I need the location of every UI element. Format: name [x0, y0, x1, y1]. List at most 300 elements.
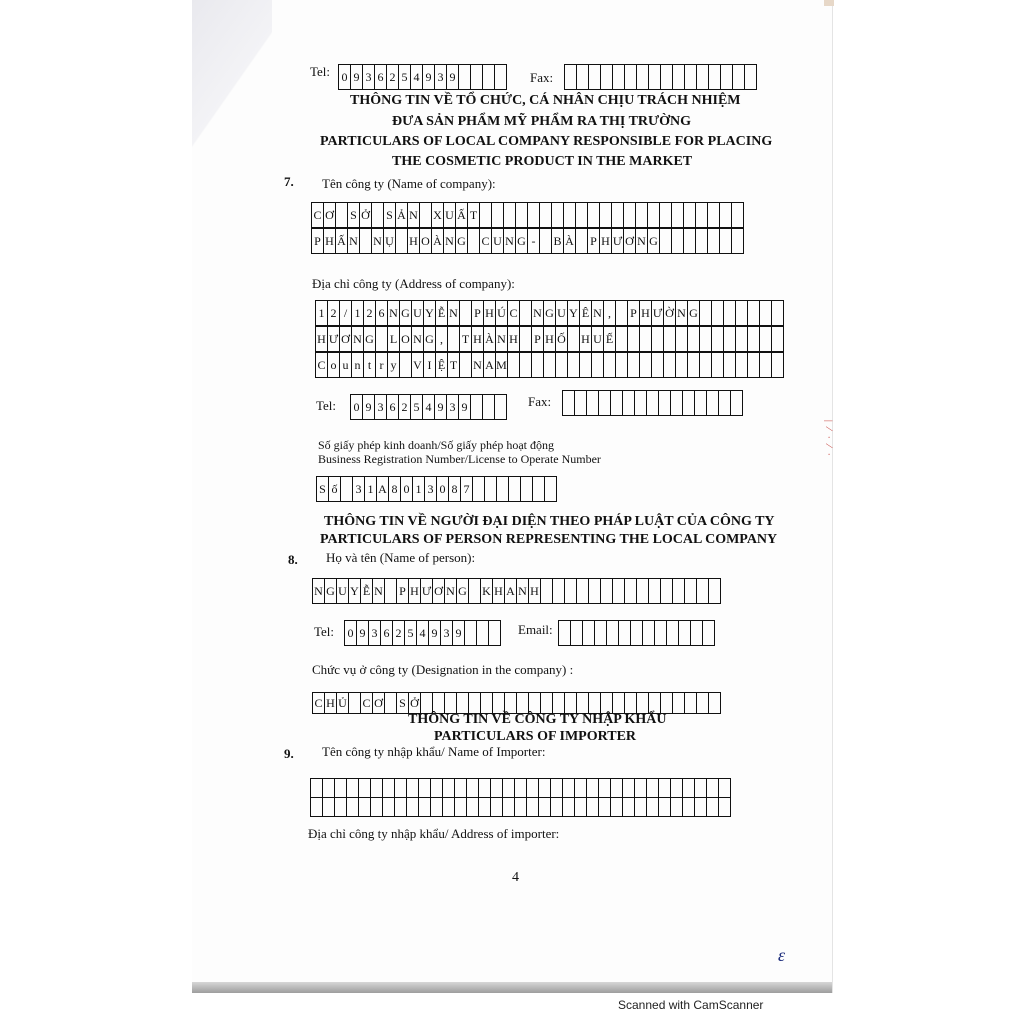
char-box — [700, 301, 712, 325]
char-box — [479, 779, 491, 797]
char-box — [471, 65, 483, 89]
char-box — [664, 353, 676, 377]
char-box: P — [628, 301, 640, 325]
char-box: 3 — [441, 621, 453, 645]
char-box — [724, 353, 736, 377]
item-8-number: 8. — [288, 552, 298, 567]
heading-rep-en: PARTICULARS OF PERSON REPRESENTING THE LOCAL COMPANY — [320, 532, 778, 547]
char-box — [587, 391, 599, 415]
char-box — [648, 203, 660, 227]
char-box — [545, 477, 557, 501]
char-box — [647, 779, 659, 797]
char-box — [664, 327, 676, 351]
char-box: Ụ — [384, 229, 396, 253]
char-box: N — [444, 229, 456, 253]
char-box: G — [516, 229, 528, 253]
char-box — [455, 798, 467, 816]
license-label-en: Business Registration Number/License to Operate Number — [318, 452, 601, 466]
char-box: S — [384, 203, 396, 227]
char-box — [760, 353, 772, 377]
char-box: 0 — [351, 395, 363, 419]
char-box: 3 — [369, 621, 381, 645]
char-box — [719, 798, 731, 816]
char-box — [431, 798, 443, 816]
char-box — [652, 327, 664, 351]
char-box: o — [328, 353, 340, 377]
designation-field — [312, 692, 721, 714]
char-box: 2 — [364, 301, 376, 325]
char-box: A — [377, 477, 389, 501]
char-box — [480, 203, 492, 227]
char-box: H — [508, 327, 520, 351]
char-box — [539, 779, 551, 797]
char-box: Y — [424, 301, 436, 325]
char-box: Ơ — [373, 693, 385, 713]
char-box — [719, 391, 731, 415]
char-box — [736, 301, 748, 325]
char-box — [455, 779, 467, 797]
char-box — [420, 203, 432, 227]
char-box — [636, 203, 648, 227]
char-box: H — [472, 327, 484, 351]
char-box: T — [460, 327, 472, 351]
char-box — [467, 798, 479, 816]
char-box — [516, 203, 528, 227]
char-box: / — [340, 301, 352, 325]
edge-mark — [824, 0, 834, 6]
char-box: Ú — [496, 301, 508, 325]
char-box: y — [388, 353, 400, 377]
char-box: Y — [349, 579, 361, 603]
char-box — [556, 353, 568, 377]
char-box — [491, 798, 503, 816]
char-box — [647, 798, 659, 816]
char-box: 8 — [449, 477, 461, 501]
char-box: Ư — [328, 327, 340, 351]
char-box: G — [424, 327, 436, 351]
char-box — [772, 301, 784, 325]
char-box — [599, 391, 611, 415]
char-box: Ư — [652, 301, 664, 325]
char-box: H — [409, 579, 421, 603]
importer-name-line-1 — [310, 778, 731, 798]
char-box — [469, 579, 481, 603]
char-box — [587, 798, 599, 816]
char-box — [336, 203, 348, 227]
char-box — [588, 203, 600, 227]
tel-label-company: Tel: — [316, 398, 337, 413]
char-box — [721, 65, 733, 89]
char-box: O — [400, 327, 412, 351]
char-box — [700, 327, 712, 351]
char-box: 6 — [376, 301, 388, 325]
char-box — [360, 229, 372, 253]
fax-label-top: Fax: — [530, 70, 554, 85]
heading-local-vi-1: THÔNG TIN VỀ TỔ CHỨC, CÁ NHÂN CHỊU TRÁCH NHIỆM — [350, 93, 741, 108]
char-box — [637, 693, 649, 713]
char-box: Ấ — [456, 203, 468, 227]
char-box — [772, 327, 784, 351]
char-box — [400, 353, 412, 377]
person-phone-field — [344, 620, 501, 646]
char-box — [443, 779, 455, 797]
char-box — [483, 395, 495, 419]
char-box — [544, 353, 556, 377]
char-box: 4 — [411, 65, 423, 89]
top-phone-field — [338, 64, 507, 90]
char-box — [616, 327, 628, 351]
char-box — [707, 779, 719, 797]
char-box — [565, 579, 577, 603]
char-box: 9 — [459, 395, 471, 419]
char-box — [685, 65, 697, 89]
char-box — [565, 693, 577, 713]
char-box — [655, 621, 667, 645]
char-box: t — [364, 353, 376, 377]
char-box — [697, 693, 709, 713]
char-box — [311, 798, 323, 816]
char-box — [613, 65, 625, 89]
char-box — [697, 65, 709, 89]
char-box — [533, 477, 545, 501]
char-box: À — [432, 229, 444, 253]
char-box: P — [472, 301, 484, 325]
char-box — [341, 477, 353, 501]
char-box — [624, 203, 636, 227]
char-box: Ở — [360, 203, 372, 227]
char-box: Ả — [396, 203, 408, 227]
char-box: A — [505, 579, 517, 603]
char-box: U — [337, 579, 349, 603]
char-box — [376, 327, 388, 351]
char-box — [760, 301, 772, 325]
char-box — [712, 301, 724, 325]
page-number: 4 — [512, 870, 519, 885]
char-box — [695, 798, 707, 816]
char-box — [649, 65, 661, 89]
importer-name-label: Tên công ty nhập khẩu/ Name of Importer: — [322, 744, 546, 759]
char-box — [395, 779, 407, 797]
char-box — [683, 798, 695, 816]
char-box — [471, 395, 483, 419]
char-box: 2 — [399, 395, 411, 419]
char-box: 3 — [353, 477, 365, 501]
char-box: Ê — [580, 301, 592, 325]
char-box — [628, 353, 640, 377]
char-box — [372, 203, 384, 227]
char-box — [604, 353, 616, 377]
char-box — [640, 327, 652, 351]
char-box — [497, 477, 509, 501]
char-box: S — [348, 203, 360, 227]
char-box: G — [456, 229, 468, 253]
char-box — [551, 779, 563, 797]
char-box: P — [397, 579, 409, 603]
char-box: H — [325, 693, 337, 713]
char-box — [396, 229, 408, 253]
char-box — [733, 65, 745, 89]
char-box: , — [604, 301, 616, 325]
char-box — [659, 798, 671, 816]
char-box: N — [373, 579, 385, 603]
char-box — [504, 203, 516, 227]
char-box — [419, 779, 431, 797]
char-box — [685, 579, 697, 603]
char-box — [479, 798, 491, 816]
char-box: C — [313, 693, 325, 713]
char-box — [748, 327, 760, 351]
char-box — [477, 621, 489, 645]
char-box: 5 — [399, 65, 411, 89]
importer-name-line-2 — [310, 797, 731, 817]
char-box — [443, 798, 455, 816]
char-box: 9 — [453, 621, 465, 645]
char-box — [431, 779, 443, 797]
char-box — [672, 203, 684, 227]
char-box — [637, 65, 649, 89]
char-box: C — [508, 301, 520, 325]
char-box: X — [432, 203, 444, 227]
char-box: N — [496, 327, 508, 351]
char-box: 9 — [351, 65, 363, 89]
char-box: Ấ — [336, 229, 348, 253]
char-box: 0 — [339, 65, 351, 89]
char-box: U — [492, 229, 504, 253]
char-box: 6 — [375, 65, 387, 89]
char-box — [509, 477, 521, 501]
char-box — [559, 621, 571, 645]
char-box — [673, 65, 685, 89]
char-box — [652, 353, 664, 377]
email-label: Email: — [518, 622, 553, 637]
char-box — [445, 693, 457, 713]
char-box — [700, 353, 712, 377]
char-box — [736, 327, 748, 351]
char-box: , — [436, 327, 448, 351]
char-box — [421, 693, 433, 713]
char-box — [575, 391, 587, 415]
char-box — [563, 798, 575, 816]
char-box — [577, 65, 589, 89]
top-fax-field — [564, 64, 757, 90]
char-box — [660, 203, 672, 227]
char-box: N — [412, 327, 424, 351]
char-box — [323, 798, 335, 816]
char-box: Ễ — [436, 301, 448, 325]
char-box — [613, 693, 625, 713]
handwritten-initial: ɛ — [778, 945, 786, 965]
char-box — [383, 779, 395, 797]
char-box — [347, 798, 359, 816]
char-box: C — [361, 693, 373, 713]
char-box: Ố — [556, 327, 568, 351]
char-box: N — [517, 579, 529, 603]
char-box — [676, 353, 688, 377]
char-box — [568, 327, 580, 351]
tel-label-person: Tel: — [314, 624, 335, 639]
char-box — [635, 798, 647, 816]
char-box — [577, 693, 589, 713]
char-box: Ơ — [340, 327, 352, 351]
char-box: Ủ — [337, 693, 349, 713]
char-box — [575, 779, 587, 797]
char-box — [583, 621, 595, 645]
char-box — [724, 327, 736, 351]
char-box: N — [372, 229, 384, 253]
char-box: N — [676, 301, 688, 325]
char-box — [587, 779, 599, 797]
char-box — [745, 65, 757, 89]
char-box — [589, 693, 601, 713]
char-box: 0 — [401, 477, 413, 501]
char-box — [619, 621, 631, 645]
char-box — [323, 779, 335, 797]
char-box: 3 — [435, 65, 447, 89]
char-box: 3 — [375, 395, 387, 419]
char-box — [520, 327, 532, 351]
char-box — [335, 798, 347, 816]
char-box: H — [580, 327, 592, 351]
page-bottom-edge — [192, 982, 832, 993]
char-box: - — [528, 229, 540, 253]
char-box: S — [317, 477, 329, 501]
char-box — [503, 798, 515, 816]
char-box — [565, 65, 577, 89]
char-box: À — [564, 229, 576, 253]
char-box — [505, 693, 517, 713]
char-box: N — [388, 301, 400, 325]
char-box — [383, 798, 395, 816]
char-box: H — [324, 229, 336, 253]
char-box: 9 — [357, 621, 369, 645]
char-box: N — [445, 579, 457, 603]
char-box — [731, 391, 743, 415]
char-box — [589, 579, 601, 603]
page-curl — [192, 0, 272, 150]
char-box: U — [556, 301, 568, 325]
char-box: Ế — [604, 327, 616, 351]
char-box — [473, 477, 485, 501]
item-9-number: 9. — [284, 746, 294, 761]
char-box — [580, 353, 592, 377]
char-box — [611, 391, 623, 415]
char-box: P — [312, 229, 324, 253]
char-box: 5 — [405, 621, 417, 645]
char-box: 6 — [381, 621, 393, 645]
char-box — [448, 327, 460, 351]
char-box — [623, 391, 635, 415]
char-box — [485, 477, 497, 501]
char-box — [673, 579, 685, 603]
char-box: Ễ — [361, 579, 373, 603]
char-box: N — [408, 203, 420, 227]
char-box — [465, 621, 477, 645]
char-box: 0 — [437, 477, 449, 501]
char-box: I — [424, 353, 436, 377]
heading-local-vi-2: ĐƯA SẢN PHẨM MỸ PHẨM RA THỊ TRƯỜNG — [392, 114, 692, 129]
char-box — [335, 779, 347, 797]
char-box: G — [648, 229, 660, 253]
item-7-number: 7. — [284, 174, 294, 189]
heading-importer-en: PARTICULARS OF IMPORTER — [434, 729, 637, 744]
fax-label-company: Fax: — [528, 394, 552, 409]
char-box — [539, 798, 551, 816]
char-box: 3 — [425, 477, 437, 501]
char-box — [611, 779, 623, 797]
char-box — [613, 579, 625, 603]
char-box — [520, 301, 532, 325]
char-box — [708, 229, 720, 253]
char-box: Ơ — [433, 579, 445, 603]
char-box — [697, 579, 709, 603]
red-stamp-mark: | ⁄ · ⁄ · — [824, 420, 834, 458]
char-box: N — [636, 229, 648, 253]
company-name-line-2 — [311, 228, 744, 254]
company-fax-field — [562, 390, 743, 416]
char-box — [709, 579, 721, 603]
char-box — [635, 779, 647, 797]
char-box — [385, 579, 397, 603]
char-box: H — [544, 327, 556, 351]
char-box: N — [348, 229, 360, 253]
char-box — [671, 391, 683, 415]
char-box — [707, 391, 719, 415]
char-box — [491, 779, 503, 797]
char-box — [683, 391, 695, 415]
char-box — [707, 798, 719, 816]
char-box — [568, 353, 580, 377]
char-box: G — [364, 327, 376, 351]
char-box — [623, 798, 635, 816]
scanner-watermark: Scanned with CamScanner — [618, 998, 764, 1012]
char-box — [720, 229, 732, 253]
char-box: G — [544, 301, 556, 325]
char-box: T — [468, 203, 480, 227]
char-box: Ờ — [664, 301, 676, 325]
char-box — [385, 693, 397, 713]
char-box — [515, 779, 527, 797]
char-box — [541, 693, 553, 713]
char-box — [481, 693, 493, 713]
address-line-1 — [315, 300, 784, 326]
char-box: Ơ — [624, 229, 636, 253]
char-box — [407, 779, 419, 797]
char-box — [696, 203, 708, 227]
char-box — [527, 779, 539, 797]
char-box — [625, 693, 637, 713]
designation-label: Chức vụ ở công ty (Designation in the company) : — [312, 662, 574, 677]
char-box: N — [532, 301, 544, 325]
char-box: 3 — [363, 65, 375, 89]
char-box — [492, 203, 504, 227]
char-box — [520, 353, 532, 377]
char-box — [495, 395, 507, 419]
char-box: T — [448, 353, 460, 377]
char-box — [532, 353, 544, 377]
char-box — [688, 327, 700, 351]
char-box — [395, 798, 407, 816]
char-box — [528, 203, 540, 227]
char-box: 4 — [417, 621, 429, 645]
address-line-2 — [315, 326, 784, 352]
company-phone-field — [350, 394, 507, 420]
char-box — [703, 621, 715, 645]
char-box — [564, 203, 576, 227]
char-box: O — [420, 229, 432, 253]
char-box — [600, 203, 612, 227]
char-box — [685, 693, 697, 713]
char-box — [684, 203, 696, 227]
